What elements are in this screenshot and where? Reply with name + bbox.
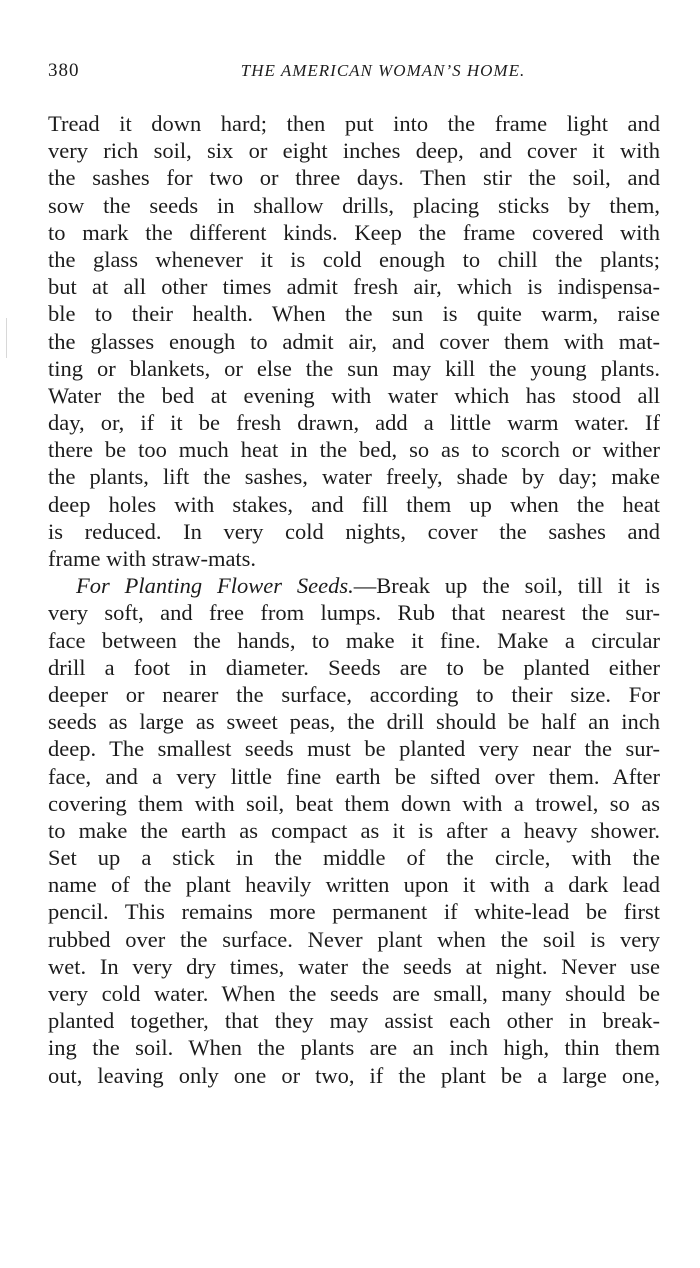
text-line: but at all other times admit fresh air, which is indispensa- <box>48 274 660 300</box>
text-line: wet. In very dry times, water the seeds at night. Never use <box>48 953 660 979</box>
text-line: face, and a very little fine earth be sifted over them. After <box>48 763 660 789</box>
text-line: Water the bed at evening with water which has stood all <box>48 382 660 408</box>
running-title: THE AMERICAN WOMAN’S HOME. <box>240 61 526 80</box>
text-line: deep. The smallest seeds must be planted very near the sur- <box>48 736 660 762</box>
running-head <box>48 60 660 86</box>
text-line: very cold water. When the seeds are small, many should be <box>48 981 660 1006</box>
section-heading: For Planting Flower Seeds. <box>76 573 354 599</box>
text-line: deeper or nearer the surface, according to their size. For <box>48 681 660 707</box>
text-line: is reduced. In very cold nights, cover the sashes and <box>48 518 660 544</box>
text-line: ble to their health. When the sun is quite warm, raise <box>48 301 660 327</box>
text-line: planted together, that they may assist each other in break- <box>48 1008 660 1034</box>
text-line: Set up a stick in the middle of the circle, with the <box>48 845 660 871</box>
text-line: name of the plant heavily written upon it with a dark lead <box>48 872 660 898</box>
text-line: pencil. This remains more permanent if white-lead be first <box>48 899 660 925</box>
text-span: —Break up the soil, till it is <box>353 573 660 599</box>
text-line: day, or, if it be fresh drawn, add a little warm water. If <box>48 410 660 436</box>
text-line: very soft, and free from lumps. Rub that nearest the sur- <box>48 600 660 626</box>
text-line: drill a foot in diameter. Seeds are to be planted either <box>48 654 660 680</box>
text-line: seeds as large as sweet peas, the drill should be half an inch <box>48 709 660 735</box>
text-line: face between the hands, to make it fine. Make a circular <box>48 627 660 653</box>
text-line: the sashes for two or three days. Then stir the soil, and <box>48 165 660 191</box>
text-line: out, leaving only one or two, if the plant be a large one, <box>48 1062 660 1088</box>
text-line <box>48 572 660 599</box>
text-line: there be too much heat in the bed, so as to scorch or wither <box>48 437 660 463</box>
text-line: the glasses enough to admit air, and cover them with mat- <box>48 328 660 354</box>
text-line: covering them with soil, beat them down with a trowel, so as <box>48 790 660 816</box>
text-line: frame with straw-mats. <box>48 546 257 571</box>
text-line: to make the earth as compact as it is after a heavy shower. <box>48 817 660 843</box>
page-number: 380 <box>48 60 80 81</box>
text-line: ting or blankets, or else the sun may kill the young plants. <box>48 355 660 381</box>
text-line: the glass whenever it is cold enough to chill the plants; <box>48 246 660 272</box>
text-line: to mark the different kinds. Keep the frame covered with <box>48 219 660 245</box>
text-line: ing the soil. When the plants are an inch high, thin them <box>48 1035 660 1061</box>
text-line: deep holes with stakes, and fill them up when the heat <box>48 491 660 517</box>
text-line: rubbed over the surface. Never plant when the soil is very <box>48 926 660 952</box>
text-line: Tread it down hard; then put into the frame light and <box>48 111 660 136</box>
paragraph-flower-seeds <box>48 572 660 1089</box>
body-text <box>48 110 660 1089</box>
text-line: very rich soil, six or eight inches deep, and cover it with <box>48 138 660 164</box>
text-line: sow the seeds in shallow drills, placing sticks by them, <box>48 192 660 218</box>
text-line: the plants, lift the sashes, water freely, shade by day; make <box>48 464 660 490</box>
margin-mark <box>6 318 7 358</box>
paragraph-frame-bed <box>48 110 660 572</box>
